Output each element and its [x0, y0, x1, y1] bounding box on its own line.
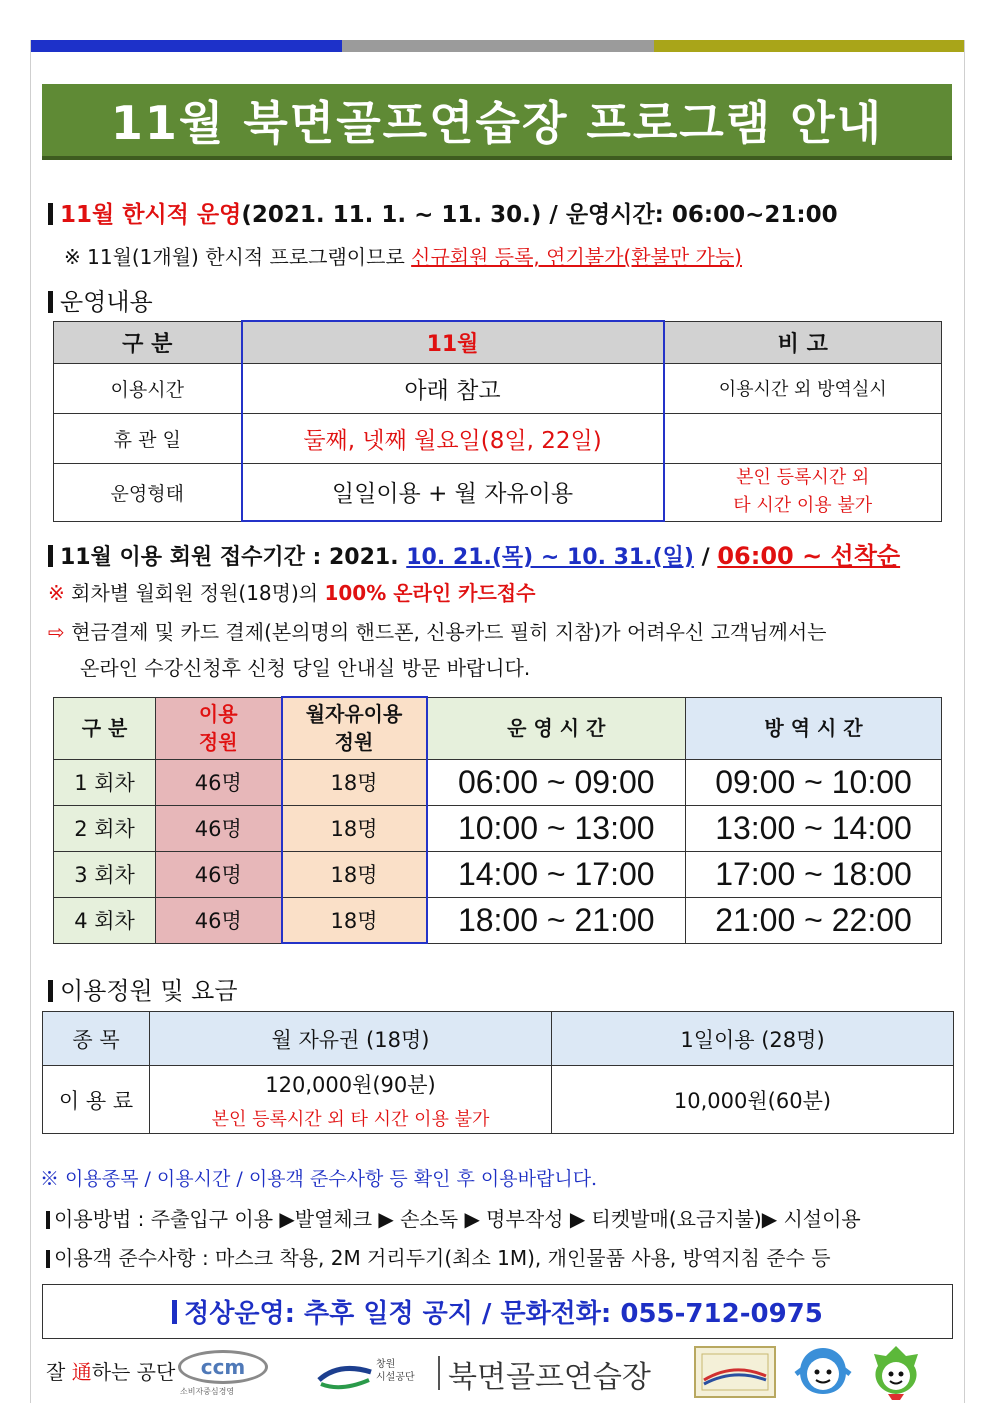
- contact-box: [42, 1284, 953, 1339]
- disinfection-time-cell: 13:00 ~ 14:00: [686, 805, 942, 851]
- fees-heading: [48, 971, 238, 1006]
- registration-time: 06:00 ~ 선착순: [717, 542, 901, 570]
- table-row: [54, 463, 942, 521]
- bullet-bar: [48, 291, 53, 313]
- visitor-rules-text: 이용객 준수사항 : 마스크 착용, 2M 거리두기(최소 1M), 개인물품 사용, 방역지침 준수 등: [54, 1246, 831, 1270]
- row-note: [664, 413, 942, 463]
- row-note: [664, 463, 942, 521]
- capacity-cell: 46명: [156, 759, 282, 805]
- operating-time-cell: 06:00 ~ 09:00: [427, 759, 686, 805]
- operating-time-cell: 18:00 ~ 21:00: [427, 897, 686, 943]
- note-mark: ※: [48, 581, 65, 605]
- ccm-logo: [178, 1350, 268, 1384]
- top-stripe-blue: [30, 40, 342, 52]
- online-notice: [48, 577, 535, 606]
- logo-row: [30, 1342, 965, 1403]
- table-row: [43, 1066, 954, 1134]
- usage-method-text: 이용방법 : 주출입구 이용 ▶발열체크 ▶ 손소독 ▶ 명부작성 ▶ 티켓발매(요금지불)▶ 시설이용: [54, 1207, 861, 1231]
- operating-time-cell: 10:00 ~ 13:00: [427, 805, 686, 851]
- row-value: 아래 참고: [242, 363, 664, 413]
- monthly-header-line2: 정원: [334, 730, 374, 755]
- usage-notice: ※ 이용종목 / 이용시간 / 이용객 준수사항 등 확인 후 이용바랍니다.: [40, 1168, 598, 1190]
- col-header-remarks: 비 고: [664, 321, 942, 363]
- table-row: [54, 759, 942, 805]
- col-header-disinfection-hours: 방 역 시 간: [686, 697, 942, 759]
- slogan-part2: 通: [71, 1360, 92, 1384]
- monthly-cell: 18명: [282, 851, 427, 897]
- table-row: [54, 897, 942, 943]
- bullet-bar: [48, 980, 53, 1002]
- session-cell: 2 회차: [54, 805, 156, 851]
- mascot-blue-icon: [792, 1344, 854, 1402]
- row-label: 이용시간: [54, 363, 242, 413]
- bullet-bar: [48, 203, 53, 225]
- row-note: 이용시간 외 방역실시: [664, 363, 942, 413]
- payment-notice-line1: 현금결제 및 카드 결제(본의명의 핸드폰, 신용카드 필히 지참)가 어려우신 고객님께서는: [71, 620, 827, 644]
- table-row: [54, 363, 942, 413]
- row-value: 일일이용 + 월 자유이용: [242, 463, 664, 521]
- registration-prefix: 11월 이용 회원 접수기간 : 2021.: [60, 545, 399, 570]
- row-note-line1: 본인 등록시간 외: [736, 467, 870, 488]
- session-cell: 4 회차: [54, 897, 156, 943]
- col-header-month: 11월: [242, 321, 664, 363]
- session-cell: 1 회차: [54, 759, 156, 805]
- capacity-header-line1: 이용: [198, 702, 238, 726]
- note-highlight: 100% 온라인 카드접수: [324, 581, 536, 605]
- col-header-capacity: [156, 697, 282, 759]
- visitor-rules: [46, 1242, 831, 1271]
- operation-table: [53, 320, 942, 522]
- col-header-daily-use: 1일이용 (28명): [552, 1012, 954, 1066]
- payment-notice-line2: 온라인 수강신청후 신청 당일 안내실 방문 바랍니다.: [80, 656, 531, 680]
- facility-name: 북면골프연습장: [448, 1360, 651, 1395]
- usage-method: [46, 1203, 861, 1232]
- disinfection-time-cell: 21:00 ~ 22:00: [686, 897, 942, 943]
- col-header-operating-hours: 운 영 시 간: [427, 697, 686, 759]
- corporation-name-line1: 창원: [376, 1359, 396, 1370]
- row-label: 휴 관 일: [54, 413, 242, 463]
- contact-text: 정상운영: 추후 일정 공지 / 문화전화: 055-712-0975: [184, 1299, 823, 1329]
- page-title: 11월 북면골프연습장 프로그램 안내: [110, 96, 884, 150]
- monthly-fee-cell: [150, 1066, 552, 1134]
- capacity-cell: 46명: [156, 897, 282, 943]
- col-header-monthly-capacity: [282, 697, 427, 759]
- payment-notice-2: [80, 652, 530, 681]
- ccm-logo-text: ccm: [200, 1355, 246, 1379]
- slogan: [46, 1356, 175, 1385]
- disinfection-time-cell: 09:00 ~ 10:00: [686, 759, 942, 805]
- monthly-cell: 18명: [282, 805, 427, 851]
- note-text: 회차별 월회원 정원(18명)의: [71, 581, 319, 605]
- col-header-monthly-pass: 월 자유권 (18명): [150, 1012, 552, 1066]
- row-value: 둘째, 넷째 월요일(8일, 22일): [242, 413, 664, 463]
- corporation-swoosh-icon: [315, 1358, 375, 1392]
- operation-content-heading: [48, 282, 153, 317]
- top-stripe-olive: [654, 40, 965, 52]
- arrow-icon: ⇨: [48, 620, 65, 644]
- table-row: [54, 805, 942, 851]
- col-header-item: 종 목: [43, 1012, 150, 1066]
- mascot-green-icon: [864, 1344, 928, 1402]
- ccm-caption: 소비자중심경영: [180, 1387, 235, 1396]
- table-header-row: [43, 1012, 954, 1066]
- page-border-right: [964, 40, 965, 1403]
- registration-slash: /: [701, 545, 710, 570]
- daily-price: 10,000원(60분): [552, 1066, 954, 1134]
- registration-heading: [48, 536, 900, 571]
- heading-highlight: 11월 한시적 운영: [60, 202, 242, 228]
- temporary-note: [64, 241, 742, 270]
- corporation-name: [376, 1358, 415, 1384]
- payment-notice: [48, 616, 827, 645]
- corporation-name-line2: 시설공단: [376, 1372, 415, 1383]
- row-label: 운영형태: [54, 463, 242, 521]
- monthly-price: 120,000원(90분): [265, 1072, 436, 1097]
- bullet-bar: [172, 1300, 177, 1324]
- row-note-line2: 타 시간 이용 불가: [733, 495, 873, 516]
- capacity-header-line2: 정원: [198, 730, 238, 754]
- bullet-bar: [46, 1250, 50, 1268]
- section-heading-text: 운영내용: [60, 288, 153, 316]
- bullet-bar: [46, 1211, 50, 1229]
- monthly-price-note: 본인 등록시간 외 타 시간 이용 불가: [211, 1108, 490, 1130]
- col-header-session: 구 분: [54, 697, 156, 759]
- registration-dates: 10. 21.(목) ~ 10. 31.(일): [406, 545, 694, 570]
- note-highlight: 신규회원 등록, 연기불가(환불만 가능): [411, 245, 742, 269]
- monthly-cell: 18명: [282, 897, 427, 943]
- table-header-row: [54, 321, 942, 363]
- page-border-left: [30, 40, 31, 1403]
- heading-period: (2021. 11. 1. ~ 11. 30.) / 운영시간: 06:00~21:00: [241, 202, 838, 228]
- table-row: [54, 851, 942, 897]
- title-banner: [42, 84, 952, 160]
- note-prefix: ※ 11월(1개월) 한시적 프로그램이므로: [64, 245, 405, 269]
- table-row: [54, 413, 942, 463]
- col-header-category: 구 분: [54, 321, 242, 363]
- session-cell: 3 회차: [54, 851, 156, 897]
- operating-time-cell: 14:00 ~ 17:00: [427, 851, 686, 897]
- monthly-header-line1: 월자유이용: [305, 702, 403, 727]
- fee-row-label: 이 용 료: [43, 1066, 150, 1134]
- section-heading-text: 이용정원 및 요금: [60, 977, 238, 1005]
- disinfection-time-cell: 17:00 ~ 18:00: [686, 851, 942, 897]
- fees-table: [42, 1011, 954, 1134]
- monthly-cell: 18명: [282, 759, 427, 805]
- logo-divider: [438, 1356, 440, 1390]
- top-stripe-gray: [342, 40, 654, 52]
- schedule-table: [53, 696, 942, 944]
- capacity-cell: 46명: [156, 805, 282, 851]
- slogan-part3: 하는 공단: [91, 1360, 176, 1384]
- table-header-row: [54, 697, 942, 759]
- slogan-part1: 잘: [46, 1360, 72, 1384]
- certification-badge-icon: [694, 1346, 776, 1398]
- bullet-bar: [48, 545, 53, 567]
- capacity-cell: 46명: [156, 851, 282, 897]
- temporary-operation-heading: [48, 196, 838, 229]
